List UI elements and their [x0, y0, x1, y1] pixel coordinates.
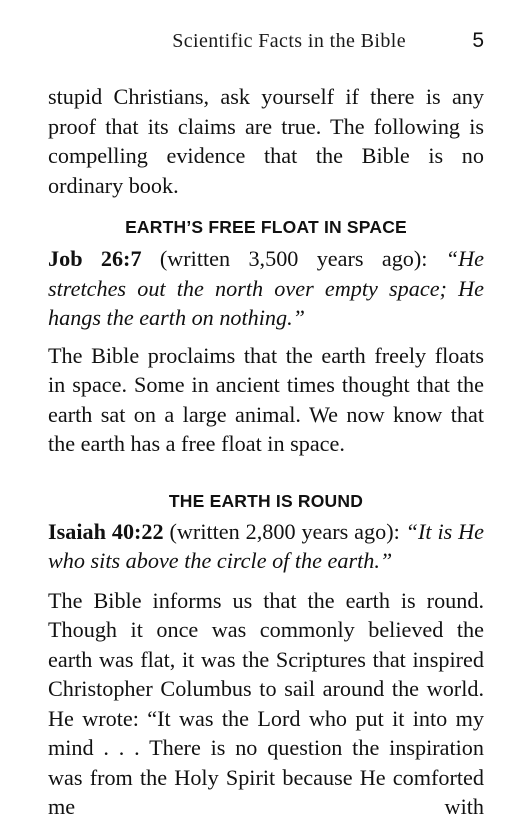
page-content	[48, 82, 484, 822]
intro-paragraph: stupid Christians, ask yourself if there is any proof that its claims are true. The following is compelling evidence that the Bible is no ordinary book.	[48, 84, 484, 198]
running-header	[48, 30, 484, 58]
section-heading-free-float: EARTH’S FREE FLOAT IN SPACE	[125, 217, 407, 237]
verse-note: (written 3,500 years ago):	[141, 246, 446, 271]
section-heading-earth-round: THE EARTH IS ROUND	[168, 490, 364, 511]
page-number: 5	[472, 29, 484, 52]
page	[48, 0, 485, 819]
verse-job-26-7	[48, 244, 484, 333]
section-body-free-float: The Bible proclaims that the earth freely floats in space. Some in ancient times thought that the earth sat on a large animal. We now know that the earth has a free float in space.	[48, 342, 484, 456]
verse-reference: Isaiah 40:22	[48, 518, 164, 544]
running-title: Scientific Facts in the Bible	[172, 30, 406, 52]
verse-reference: Job 26:7	[48, 246, 142, 271]
section-body-earth-round: The Bible informs us that the earth is round. Though it once was commonly believed the earth was flat, it was the Scriptures that inspired Christopher Columbus to sail around the world. He wrote: “It was the Lord who put it into my mind . . . There is no question the inspiration was from the Holy Spirit because He comforted me with	[48, 587, 484, 819]
verse-quote: “He stretches out the north over empty space; He hangs the earth on nothing.”	[48, 246, 485, 330]
verse-isaiah-40-22	[48, 517, 484, 576]
verse-note: (written 2,800 years ago):	[163, 518, 406, 544]
verse-quote: “It is He who sits above the circle of the earth.”	[48, 518, 485, 573]
